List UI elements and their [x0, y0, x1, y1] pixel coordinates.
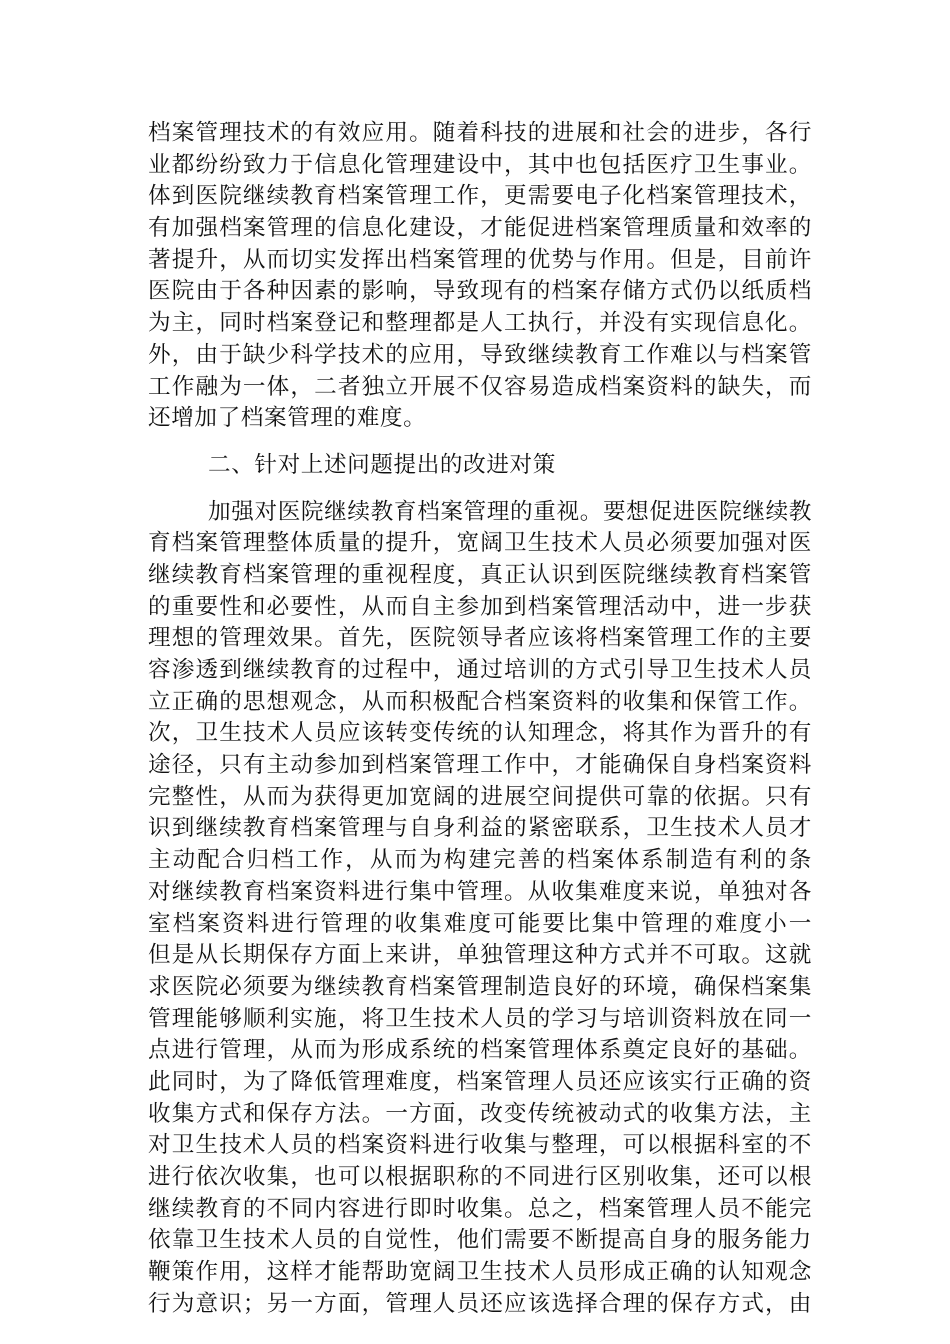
document-body [148, 118, 812, 1320]
text-line: 对继续教育档案资料进行集中管理。从收集难度来说，单独对各 [148, 878, 812, 905]
text-line: 管理能够顺利实施，将卫生技术人员的学习与培训资料放在同一 [148, 1005, 812, 1032]
text-line: 工作融为一体，二者独立开展不仅容易造成档案资料的缺失，而 [148, 373, 812, 400]
section-heading: 二、针对上述问题提出的改进对策 [208, 451, 556, 478]
text-line: 依靠卫生技术人员的自觉性，他们需要不断提高自身的服务能力 [148, 1227, 812, 1254]
text-line: 育档案管理整体质量的提升，宽阔卫生技术人员必须要加强对医 [148, 530, 812, 557]
text-line: 鞭策作用，这样才能帮助宽阔卫生技术人员形成正确的认知观念 [148, 1259, 812, 1286]
text-line: 体到医院继续教育档案管理工作，更需要电子化档案管理技术， [148, 183, 812, 210]
text-line: 对卫生技术人员的档案资料进行收集与整理，可以根据科室的不 [148, 1132, 812, 1159]
text-line: 识到继续教育档案管理与自身利益的紧密联系，卫生技术人员才 [148, 815, 812, 842]
text-line: 收集方式和保存方法。一方面，改变传统被动式的收集方法，主 [148, 1100, 812, 1127]
text-line: 进行依次收集，也可以根据职称的不同进行区别收集，还可以根 [148, 1164, 812, 1190]
paragraph-gap [148, 482, 812, 497]
text-line: 次，卫生技术人员应该转变传统的认知理念，将其作为晋升的有 [148, 720, 812, 747]
paragraph-2 [148, 497, 812, 1321]
text-line: 行为意识；另一方面，管理人员还应该选择合理的保存方式，由 [148, 1290, 812, 1317]
text-line: 立正确的思想观念，从而积极配合档案资料的收集和保管工作。 [148, 688, 812, 715]
text-line: 外，由于缺少科学技术的应用，导致继续教育工作难以与档案管 [148, 341, 812, 368]
text-line: 还增加了档案管理的难度。 [148, 405, 427, 432]
text-line: 为主，同时档案登记和整理都是人工执行，并没有实现信息化。 [148, 310, 812, 337]
text-line: 的重要性和必要性，从而自主参加到档案管理活动中，进一步获 [148, 593, 812, 620]
text-line: 医院由于各种因素的影响，导致现有的档案存储方式仍以纸质档 [148, 278, 812, 305]
text-line: 但是从长期保存方面上来讲，单独管理这种方式并不可取。这就 [148, 942, 812, 969]
text-line: 此同时，为了降低管理难度，档案管理人员还应该实行正确的资 [148, 1068, 812, 1095]
text-line: 室档案资料进行管理的收集难度可能要比集中管理的难度小一 [148, 910, 812, 937]
text-line: 业都纷纷致力于信息化管理建设中，其中也包括医疗卫生事业。 [148, 151, 812, 178]
text-line: 有加强档案管理的信息化建设，才能促进档案管理质量和效率的 [148, 215, 812, 242]
text-line: 点进行管理，从而为形成系统的档案管理体系奠定良好的基础。 [148, 1037, 812, 1064]
text-line: 完整性，从而为获得更加宽阔的进展空间提供可靠的依据。只有 [148, 783, 812, 810]
text-line: 理想的管理效果。首先，医院领导者应该将档案管理工作的主要 [148, 625, 812, 652]
text-line: 继续教育的不同内容进行即时收集。总之，档案管理人员不能完 [148, 1195, 812, 1222]
text-line: 著提升，从而切实发挥出档案管理的优势与作用。但是，目前许 [148, 246, 812, 273]
text-line: 求医院必须要为继续教育档案管理制造良好的环境，确保档案集 [148, 973, 812, 1000]
text-line: 档案管理技术的有效应用。随着科技的进展和社会的进步，各行 [148, 120, 812, 146]
paragraph-1 [148, 118, 812, 435]
text-line: 途径，只有主动参加到档案管理工作中，才能确保自身档案资料 [148, 752, 812, 779]
text-line: 主动配合归档工作，从而为构建完善的档案体系制造有利的条 [148, 847, 812, 874]
text-line: 继续教育档案管理的重视程度，真正认识到医院继续教育档案管 [148, 561, 812, 588]
paragraph-gap [148, 435, 812, 450]
text-line: 加强对医院继续教育档案管理的重视。要想促进医院继续教 [208, 498, 812, 525]
text-line: 容渗透到继续教育的过程中，通过培训的方式引导卫生技术人员 [148, 657, 812, 683]
